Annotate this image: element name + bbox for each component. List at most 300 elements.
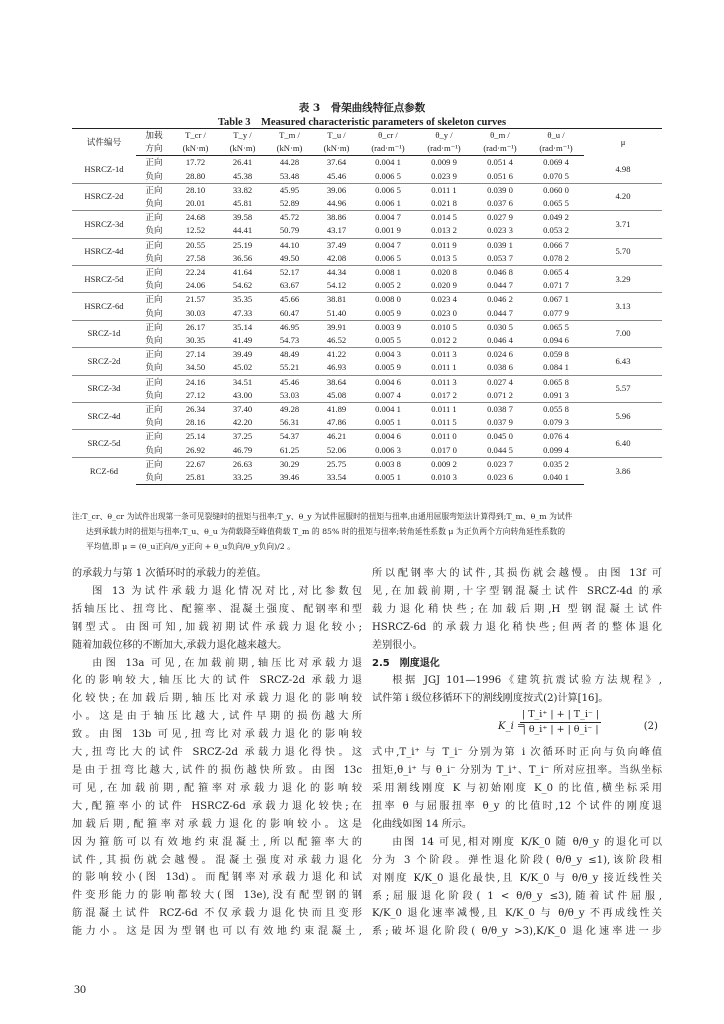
paragraph-line: K/K_0 退化速率减慢,且 K/K_0 与 θ/θ_y 不再成线性关 (372, 908, 662, 920)
value-cell: 0.006 5 (375, 170, 401, 181)
value-cell: 0.059 8 (528, 348, 584, 362)
header-ty: T_y / (219, 129, 266, 143)
value-cell: 0.060 0 (528, 183, 584, 197)
value-cell: 33.82 (219, 183, 266, 197)
value-cell: 0.005 9 (375, 362, 401, 373)
value-cell: 47.86 (326, 417, 347, 428)
value-cell: 20.01 (185, 198, 206, 209)
value-cell: 0.004 7 (360, 238, 416, 252)
value-cell: 0.044 7 (487, 280, 513, 291)
value-cell: 0.099 4 (543, 444, 569, 455)
specimen-id-cell: SRCZ-1d (72, 320, 136, 347)
table-row (72, 279, 662, 293)
value-cell: 0.009 2 (416, 457, 472, 471)
value-cell: 49.50 (279, 252, 300, 263)
table-row (72, 444, 662, 458)
table-row (72, 197, 662, 211)
value-cell: 0.005 1 (360, 471, 416, 485)
value-cell: 0.010 3 (416, 471, 472, 485)
value-cell: 0.045 0 (472, 430, 528, 444)
value-cell: 0.046 4 (487, 335, 513, 346)
value-cell: 34.50 (185, 362, 206, 373)
value-cell: 0.012 2 (431, 335, 457, 346)
header-tm: T_m / (266, 129, 313, 143)
value-cell: 0.037 6 (487, 198, 513, 209)
value-cell: 54.12 (326, 280, 347, 291)
value-cell: 0.053 7 (487, 252, 513, 263)
value-cell: 0.023 0 (431, 307, 457, 318)
direction-cell: 正向 (136, 183, 172, 197)
value-cell: 0.053 2 (543, 225, 569, 236)
value-cell: 0.038 6 (487, 362, 513, 373)
mu-cell: 3.29 (584, 266, 662, 293)
value-cell: 0.065 5 (528, 320, 584, 334)
value-cell: 0.030 5 (472, 320, 528, 334)
paragraph-line: 系;屈服退化阶段( 1 < θ/θ_y ≤3),随着试件屈服, (372, 890, 662, 902)
value-cell: 47.33 (232, 307, 253, 318)
table-row (72, 416, 662, 430)
value-cell: 0.065 4 (528, 266, 584, 280)
value-cell: 0.066 7 (528, 238, 584, 252)
value-cell: 37.49 (313, 238, 360, 252)
value-cell: 38.64 (313, 375, 360, 389)
value-cell: 54.62 (232, 280, 253, 291)
value-cell: 0.037 9 (487, 417, 513, 428)
value-cell: 37.40 (219, 403, 266, 417)
value-cell: 0.044 7 (487, 307, 513, 318)
value-cell: 0.065 8 (528, 375, 584, 389)
value-cell: 44.28 (279, 157, 300, 168)
direction-cell: 正向 (136, 430, 172, 444)
value-cell: 0.023 7 (472, 457, 528, 471)
value-cell: 0.091 3 (543, 389, 569, 400)
table-row (72, 224, 662, 238)
table-row (72, 156, 662, 170)
value-cell: 46.95 (266, 320, 313, 334)
paragraph-line: 对刚度 K/K_0 退化最快,且 K/K_0 与 θ/θ_y 接近线性关 (372, 872, 662, 884)
value-cell: 0.001 9 (375, 225, 401, 236)
mu-cell: 5.70 (584, 238, 662, 265)
value-cell: 0.007 4 (375, 389, 401, 400)
value-cell: 44.41 (232, 225, 253, 236)
value-cell: 0.065 5 (543, 198, 569, 209)
value-cell: 22.24 (172, 266, 219, 280)
value-cell: 43.00 (232, 389, 253, 400)
value-cell: 0.006 3 (375, 444, 401, 455)
value-cell: 39.49 (219, 348, 266, 362)
header-specimen-id: 试件编号 (72, 129, 136, 156)
value-cell: 0.027 9 (472, 211, 528, 225)
value-cell: 53.03 (279, 389, 300, 400)
value-cell: 0.023 6 (472, 471, 528, 485)
value-cell: 33.25 (219, 471, 266, 485)
value-cell: 0.008 0 (360, 293, 416, 307)
direction-cell: 正向 (136, 403, 172, 417)
value-cell: 0.017 0 (431, 444, 457, 455)
specimen-id-cell: HSRCZ-6d (72, 293, 136, 320)
direction-cell: 负向 (145, 362, 163, 373)
value-cell: 0.011 1 (416, 183, 472, 197)
header-unit: 方向 (136, 142, 172, 156)
value-cell: 0.023 4 (416, 293, 472, 307)
table-row (72, 375, 662, 389)
paragraph-line: 大,扭弯比大的试件 SRCZ-2d 承载力退化得快。这 (72, 747, 362, 759)
value-cell: 45.46 (266, 375, 313, 389)
header-unit: (kN·m) (313, 142, 360, 156)
table-row (72, 293, 662, 307)
specimen-id-cell: SRCZ-4d (72, 403, 136, 430)
direction-cell: 负向 (145, 225, 163, 236)
table-row (72, 238, 662, 252)
value-cell: 0.039 1 (472, 238, 528, 252)
table-row (72, 211, 662, 225)
table-row (72, 183, 662, 197)
value-cell: 37.25 (219, 430, 266, 444)
equation-denominator: | θ_i⁺ | + | θ_i⁻ | (522, 724, 599, 736)
skeleton-curve-table (72, 128, 662, 485)
value-cell: 56.31 (279, 417, 300, 428)
value-cell: 28.80 (185, 170, 206, 181)
value-cell: 33.54 (313, 471, 360, 485)
value-cell: 52.06 (326, 444, 347, 455)
table-row (72, 471, 662, 485)
direction-cell: 负向 (136, 471, 172, 485)
value-cell: 0.055 8 (528, 403, 584, 417)
value-cell: 0.004 7 (360, 211, 416, 225)
value-cell: 46.93 (326, 362, 347, 373)
value-cell: 0.024 6 (472, 348, 528, 362)
value-cell: 25.14 (172, 430, 219, 444)
value-cell: 0.094 6 (543, 335, 569, 346)
note-line: 注:T_cr、θ_cr 为试件出现第一条可见裂缝时的扭矩与扭率;T_y、θ_y 为试件屈服时的扭矩与扭率,由通用屈服弯矩法计算得到;T_m、θ_m 为试件 (72, 512, 573, 521)
mu-cell: 7.00 (584, 320, 662, 347)
left-column (72, 565, 362, 941)
table-row (72, 266, 662, 280)
value-cell: 27.12 (185, 389, 206, 400)
mu-cell: 3.86 (584, 457, 662, 484)
paragraph-line: 随着加载位移的不断加大,承载力退化越来越大。 (72, 639, 288, 651)
value-cell: 0.005 5 (375, 335, 401, 346)
header-theta-u: θ_u / (528, 129, 584, 143)
paragraph-line: 的影响较小(图 13d)。而配钢率对承载力退化和试 (72, 872, 362, 884)
value-cell: 0.044 5 (487, 444, 513, 455)
paragraph-line: 能力小。这是因为型钢也可以有效地约束混凝土, (72, 926, 362, 938)
value-cell: 0.004 1 (375, 157, 401, 168)
value-cell: 28.16 (185, 417, 206, 428)
value-cell: 26.63 (219, 457, 266, 471)
table-row (72, 170, 662, 184)
value-cell: 0.020 9 (431, 280, 457, 291)
value-cell: 45.02 (232, 362, 253, 373)
specimen-id-cell: HSRCZ-2d (72, 183, 136, 210)
value-cell: 39.91 (313, 320, 360, 334)
paragraph-line: 所以配钢率大的试件,其损伤就会越慢。由图 13f 可 (372, 568, 662, 579)
header-unit: (rad·m⁻¹) (416, 142, 472, 156)
equation-number: (2) (643, 721, 658, 733)
value-cell: 0.046 2 (472, 293, 528, 307)
value-cell: 0.023 3 (487, 225, 513, 236)
paragraph-line: 化曲线如图 14 所示。 (372, 818, 473, 830)
direction-cell: 负向 (145, 444, 163, 455)
value-cell: 0.014 5 (416, 211, 472, 225)
header-tcr: T_cr / (172, 129, 219, 143)
direction-cell: 负向 (145, 335, 163, 346)
mu-cell: 5.57 (584, 375, 662, 402)
paragraph-line: 小。这是由于轴压比越大,试件早期的损伤越大所 (72, 711, 362, 723)
paragraph-line: 的承载力与第 1 次循环时的承载力的差值。 (72, 568, 267, 579)
value-cell: 39.06 (313, 183, 360, 197)
mu-cell: 6.43 (584, 348, 662, 375)
paragraph-line: 系;破坏退化阶段( θ/θ_y >3),K/K_0 退化速率进一步 (372, 926, 662, 938)
value-cell: 0.010 5 (416, 320, 472, 334)
specimen-id-cell: SRCZ-5d (72, 430, 136, 457)
direction-cell: 负向 (145, 307, 163, 318)
value-cell: 0.040 1 (528, 471, 584, 485)
value-cell: 17.72 (185, 157, 206, 168)
value-cell: 0.003 8 (360, 457, 416, 471)
table-row (72, 334, 662, 348)
value-cell: 45.38 (232, 170, 253, 181)
direction-cell: 负向 (145, 252, 163, 263)
table-row (72, 457, 662, 471)
paragraph-line: 件变形能力的影响都较大(图 13e),没有配型钢的钢 (72, 890, 362, 902)
value-cell: 26.92 (185, 444, 206, 455)
value-cell: 0.071 2 (487, 389, 513, 400)
value-cell: 44.34 (313, 266, 360, 280)
paragraph-line: 可见,在加载前期,配箍率对承载力退化的影响较 (72, 782, 362, 794)
mu-cell: 5.96 (584, 403, 662, 430)
value-cell: 0.027 4 (472, 375, 528, 389)
value-cell: 0.013 2 (431, 225, 457, 236)
direction-cell: 正向 (145, 157, 163, 168)
header-unit: (kN·m) (266, 142, 313, 156)
value-cell: 0.035 2 (528, 457, 584, 471)
value-cell: 0.004 1 (360, 403, 416, 417)
direction-cell: 负向 (145, 417, 163, 428)
value-cell: 51.40 (326, 307, 347, 318)
value-cell: 0.049 2 (528, 211, 584, 225)
paragraph-line: 由图 14 可见,相对刚度 K/K_0 随 θ/θ_y 的退化可以 (392, 836, 662, 848)
mu-cell: 3.71 (584, 211, 662, 238)
paragraph-line: 式中,T_i⁺ 与 T_i⁻ 分别为第 i 次循环时正向与负向峰值 (372, 747, 662, 759)
page-number: 30 (74, 982, 86, 996)
paragraph-line: 由图 13a 可见,在加载前期,轴压比对承载力退 (92, 657, 362, 669)
value-cell: 0.004 6 (360, 375, 416, 389)
direction-cell: 正向 (136, 348, 172, 362)
value-cell: 54.73 (279, 335, 300, 346)
value-cell: 0.020 8 (416, 266, 472, 280)
specimen-id-cell: HSRCZ-3d (72, 211, 136, 238)
paragraph-line: 差别很小。 (372, 639, 423, 651)
value-cell: 20.55 (172, 238, 219, 252)
value-cell: 60.47 (279, 307, 300, 318)
value-cell: 0.070 5 (543, 170, 569, 181)
direction-cell: 负向 (145, 170, 163, 181)
value-cell: 39.46 (266, 471, 313, 485)
note-line: 平均值,即 μ = (θ_u正向/θ_y正向 + θ_u负向/θ_y负向)/2 。 (86, 542, 295, 551)
specimen-id-cell: HSRCZ-4d (72, 238, 136, 265)
table-row (72, 430, 662, 444)
value-cell: 45.72 (266, 211, 313, 225)
header-theta-cr: θ_cr / (360, 129, 416, 143)
value-cell: 28.10 (172, 183, 219, 197)
value-cell: 24.06 (185, 280, 206, 291)
header-mu: μ (584, 129, 662, 156)
value-cell: 49.28 (266, 403, 313, 417)
table-row (72, 320, 662, 334)
value-cell: 0.009 9 (431, 157, 457, 168)
value-cell: 12.52 (185, 225, 206, 236)
value-cell: 27.14 (172, 348, 219, 362)
paragraph-line: 试件第 i 级位移循环下的割线刚度按式(2)计算[16]。 (372, 693, 609, 705)
paragraph-line: 扭率 θ 与屈服扭率 θ_y 的比值时,12 个试件的刚度退 (372, 800, 662, 812)
value-cell: 0.011 0 (416, 430, 472, 444)
equation-2 (372, 708, 662, 744)
table-note (72, 509, 662, 554)
paragraph-line: 采用割线刚度 K 与初始刚度 K_0 的比值,横坐标采用 (372, 783, 662, 795)
value-cell: 25.81 (172, 471, 219, 485)
table-row (72, 252, 662, 266)
value-cell: 25.19 (219, 238, 266, 252)
specimen-id-cell: HSRCZ-5d (72, 266, 136, 293)
value-cell: 34.51 (219, 375, 266, 389)
specimen-id-cell: SRCZ-2d (72, 348, 136, 375)
direction-cell: 负向 (145, 280, 163, 291)
value-cell: 0.046 8 (472, 266, 528, 280)
value-cell: 21.57 (172, 293, 219, 307)
value-cell: 45.81 (232, 198, 253, 209)
value-cell: 30.03 (185, 307, 206, 318)
specimen-id-cell: RCZ-6d (72, 457, 136, 484)
value-cell: 0.084 1 (543, 362, 569, 373)
paragraph-line: 是由于扭弯比越大,试件的损伤越快所致。由图 13c (72, 764, 362, 776)
value-cell: 0.011 9 (416, 238, 472, 252)
value-cell: 26.34 (172, 403, 219, 417)
value-cell: 45.66 (266, 293, 313, 307)
mu-cell: 4.98 (615, 163, 631, 174)
table-row (72, 403, 662, 417)
paragraph-line: 致。由图 13b 可见,扭弯比对承载力退化的影响较 (72, 729, 362, 741)
header-unit: (kN·m) (219, 142, 266, 156)
paragraph-line: 筋混凝土试件 RCZ-6d 不仅承载力退化快而且变形 (72, 908, 362, 920)
header-unit: (kN·m) (172, 142, 219, 156)
paragraph-line: 化较快;在加载后期,轴压比对承载力退化的影响较 (72, 693, 362, 705)
table-caption-cn: 表 3 骨架曲线特征点参数 (298, 102, 426, 114)
value-cell: 0.023 9 (431, 170, 457, 181)
value-cell: 52.89 (279, 198, 300, 209)
direction-cell: 正向 (136, 293, 172, 307)
value-cell: 52.17 (266, 266, 313, 280)
value-cell: 41.89 (313, 403, 360, 417)
value-cell: 0.051 4 (487, 157, 513, 168)
paragraph-line: 加载后期,配箍率对承载力退化的影响较小。这是 (72, 818, 362, 830)
direction-cell: 负向 (145, 389, 163, 400)
value-cell: 30.35 (185, 335, 206, 346)
value-cell: 0.011 1 (416, 403, 472, 417)
value-cell: 0.076 4 (528, 430, 584, 444)
equation-fraction (520, 708, 601, 737)
value-cell: 63.67 (279, 280, 300, 291)
equation-numerator: | T_i⁺ | + | T_i⁻ | (520, 708, 601, 723)
value-cell: 0.077 9 (543, 307, 569, 318)
value-cell: 36.56 (232, 252, 253, 263)
direction-cell: 正向 (136, 320, 172, 334)
equation-lhs: K_i = (498, 721, 526, 733)
paragraph-line: 因为箍筋可以有效地约束混凝土,所以配箍率大的 (72, 836, 362, 848)
header-unit: (rad·m⁻¹) (360, 142, 416, 156)
value-cell: 39.58 (219, 211, 266, 225)
value-cell: 55.21 (279, 362, 300, 373)
value-cell: 43.17 (326, 225, 347, 236)
direction-cell: 正向 (136, 457, 172, 471)
value-cell: 24.16 (172, 375, 219, 389)
header-theta-y: θ_y / (416, 129, 472, 143)
table-caption-en: Table 3 Measured characteristic parameters of skeleton curves (217, 117, 507, 128)
value-cell: 41.49 (232, 335, 253, 346)
value-cell: 45.95 (266, 183, 313, 197)
value-cell: 22.67 (172, 457, 219, 471)
value-cell: 42.20 (232, 417, 253, 428)
value-cell: 41.64 (219, 266, 266, 280)
value-cell: 0.011 5 (431, 417, 457, 428)
value-cell: 41.22 (313, 348, 360, 362)
value-cell: 0.006 5 (360, 183, 416, 197)
header-unit: (rad·m⁻¹) (472, 142, 528, 156)
section-heading: 2.5 刚度退化 (372, 657, 440, 669)
value-cell: 0.017 2 (431, 389, 457, 400)
mu-cell: 3.13 (584, 293, 662, 320)
value-cell: 44.10 (266, 238, 313, 252)
value-cell: 46.21 (313, 430, 360, 444)
paragraph-line: 钢型式。由图可知,加载初期试件承载力退化较小; (72, 621, 362, 633)
value-cell: 0.008 1 (360, 266, 416, 280)
value-cell: 0.071 7 (543, 280, 569, 291)
value-cell: 53.48 (279, 170, 300, 181)
value-cell: 26.17 (172, 320, 219, 334)
value-cell: 0.004 6 (360, 430, 416, 444)
value-cell: 24.68 (172, 211, 219, 225)
value-cell: 46.52 (326, 335, 347, 346)
value-cell: 0.011 3 (416, 375, 472, 389)
direction-cell: 负向 (145, 198, 163, 209)
direction-cell: 正向 (136, 375, 172, 389)
note-line: 达到承载力时的扭矩与扭率;T_u、θ_u 为荷载降至峰值荷载 T_m 的 85% 时的扭矩与扭率;转角延性系数 μ 为正负两个方向转角延性系数的 (86, 527, 566, 536)
value-cell: 48.49 (266, 348, 313, 362)
direction-cell: 正向 (136, 266, 172, 280)
header-unit: (rad·m⁻¹) (528, 142, 584, 156)
right-column (372, 565, 662, 941)
value-cell: 45.46 (326, 170, 347, 181)
direction-cell: 正向 (136, 238, 172, 252)
value-cell: 26.41 (232, 157, 253, 168)
value-cell: 0.069 4 (543, 157, 569, 168)
value-cell: 35.14 (219, 320, 266, 334)
value-cell: 0.011 3 (416, 348, 472, 362)
value-cell: 0.006 5 (375, 252, 401, 263)
paragraph-line: HSRCZ-6d 的承载力退化稍快些;但两者的整体退化 (372, 621, 662, 633)
value-cell: 54.37 (266, 430, 313, 444)
header-tu: T_u / (313, 129, 360, 143)
value-cell: 27.58 (185, 252, 206, 263)
value-cell: 38.81 (313, 293, 360, 307)
value-cell: 0.004 3 (360, 348, 416, 362)
value-cell: 0.003 9 (360, 320, 416, 334)
paragraph-line: 化的影响较大,轴压比大的试件 SRCZ-2d 承载力退 (72, 675, 362, 687)
value-cell: 0.021 8 (431, 198, 457, 209)
value-cell: 0.013 5 (431, 252, 457, 263)
paragraph-line: 见,在加载前期,十字型钢混凝土试件 SRCZ-4d 的承 (372, 585, 662, 597)
paragraph-line: 大,配箍率小的试件 HSRCZ-6d 承载力退化较快;在 (72, 800, 362, 812)
